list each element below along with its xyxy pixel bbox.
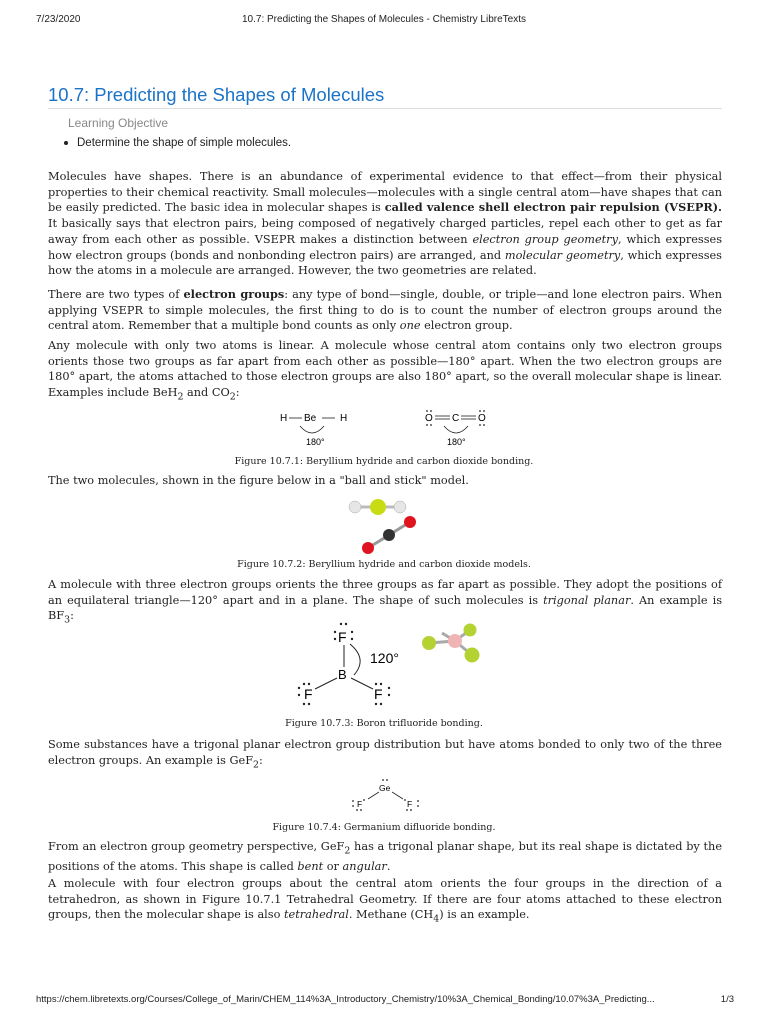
page-title: 10.7: Predicting the Shapes of Molecules [48, 84, 385, 105]
atom-f-top: F [338, 629, 347, 645]
co2-model [362, 516, 416, 554]
atom-o-right: O [478, 413, 486, 424]
atom-ge: Ge [379, 783, 391, 793]
beh2-model [349, 499, 406, 515]
angle-label-bf3: 120° [370, 650, 399, 666]
beh2-structure [280, 413, 347, 447]
source-url: https://chem.libretexts.org/Courses/College_of_Marin/CHEM_114%3A_Introductory_Chemistry/10%3A_Chemical_Bonding/10.07%3A_Predicting... [36, 994, 655, 1005]
figure-gef2-bonding [345, 776, 425, 812]
atom-f-left: F [304, 686, 313, 702]
atom-o-left: O [425, 413, 433, 424]
figure-linear-bonding [270, 404, 500, 450]
angle-label-co2: 180° [447, 437, 466, 447]
bf3-structure [298, 623, 399, 705]
be-atom [370, 499, 386, 515]
page-number: 1/3 [720, 994, 734, 1005]
print-title: 10.7: Predicting the Shapes of Molecules - Chemistry LibreTexts [241, 14, 527, 25]
h-atom-right [394, 501, 406, 513]
atom-b: B [338, 667, 347, 682]
o-atom-bottom [362, 542, 374, 554]
figure-ball-stick-models [340, 494, 430, 558]
co2-structure [425, 410, 486, 447]
paragraph-trigonal-planar: A molecule with three electron groups orients the three groups as far apart as possible. They adopt the positions of an equilateral triangle—120° apart and in a plane. The shape of such molecules is trigonal planar. An example is $BF_3$: [48, 578, 723, 626]
angle-label-beh2: 180° [306, 437, 325, 447]
c-atom [383, 529, 395, 541]
atom-f-right: F [407, 799, 413, 809]
bullet-icon [64, 141, 68, 145]
print-date: 7/23/2020 [36, 14, 81, 25]
f-atom-model-3 [465, 648, 480, 663]
atom-h-right: H [340, 413, 348, 424]
atom-be: Be [304, 413, 317, 424]
figure-3-caption: Figure 10.7.3: Boron trifluoride bonding. [285, 718, 483, 729]
paragraph-electron-groups: There are two types of electron groups: any type of bond—single, double, or triple—and lone electron pairs. When applying VSEPR to simple molecules, the first thing to do is to count the number of electron groups around the central atom. Remember that a multiple bond counts as only one electron group. [48, 287, 722, 333]
paragraph-tetrahedral: A molecule with four electron groups about the central atom orients the four groups in the direction of a tetrahedron, as shown in Figure 10.7.1 Tetrahedral Geometry. If there are four atoms attached to these electron groups, then the molecular shape is also tetrahedral. Methane $(CH_4)$ is an example. [48, 877, 722, 925]
f-atom-model-2 [422, 636, 436, 650]
figure-1-caption: Figure 10.7.1: Beryllium hydride and carbon dioxide bonding. [234, 456, 534, 467]
atom-c: C [452, 413, 460, 424]
learning-objective-heading: Learning Objective [68, 116, 169, 130]
paragraph-ball-and-stick: The two molecules, shown in the figure below in a "ball and stick" model. [48, 474, 469, 487]
figure-4-caption: Figure 10.7.4: Germanium difluoride bonding. [272, 822, 496, 833]
atom-f-right: F [374, 686, 383, 702]
paragraph-linear: Any molecule with only two atoms is linear. A molecule whose central atom contains only two electron groups orients those two groups as far apart from each other as possible—180° apart. When the two electron groups are 180° apart, the atoms attached to those electron groups are also 180° apart, so the overall molecular shape is linear. Examples include BeH$_2$ and $CO_2$: [48, 339, 722, 403]
h-atom-left [349, 501, 361, 513]
o-atom-top [404, 516, 416, 528]
bf3-model [422, 624, 480, 663]
f-atom-model-1 [464, 624, 477, 637]
learning-objective-item: Determine the shape of simple molecules. [64, 137, 291, 149]
figure-bf3-bonding [290, 617, 500, 713]
figure-2-caption: Figure 10.7.2: Beryllium hydride and carbon dioxide models. [237, 559, 531, 570]
paragraph-vsepr: Molecules have shapes. There is an abundance of experimental evidence to that effect—from their physical properties to their chemical reactivity. Small molecules—molecules with a single central atom—have shapes that can be easily predicted. The basic idea in molecular shapes is called valence shell electron pair repulsion (VSEPR). It basically says that electron pairs, being composed of negatively charged particles, repel each other to get as far away from each other as possible. VSEPR makes a distinction between electron group geometry, which expresses how electron groups (bonds and nonbonding electron pairs) are arranged, and molecular geometry, which expresses how the atoms in a molecule are arranged. However, the two geometries are related. [48, 170, 722, 278]
b-atom-model [448, 634, 462, 648]
atom-h-left: H [280, 413, 288, 424]
title-divider [48, 108, 722, 109]
paragraph-gef2: Some substances have a trigonal planar electron group distribution but have atoms bonded to only two of the three electron groups. An example is GeF$_2$: [48, 738, 722, 770]
paragraph-bent: From an electron group geometry perspective, GeF$_2$ has a trigonal planar shape, but its real shape is dictated by the positions of the atoms. This shape is called bent or angular. [48, 840, 723, 873]
atom-f-left: F [357, 799, 363, 809]
